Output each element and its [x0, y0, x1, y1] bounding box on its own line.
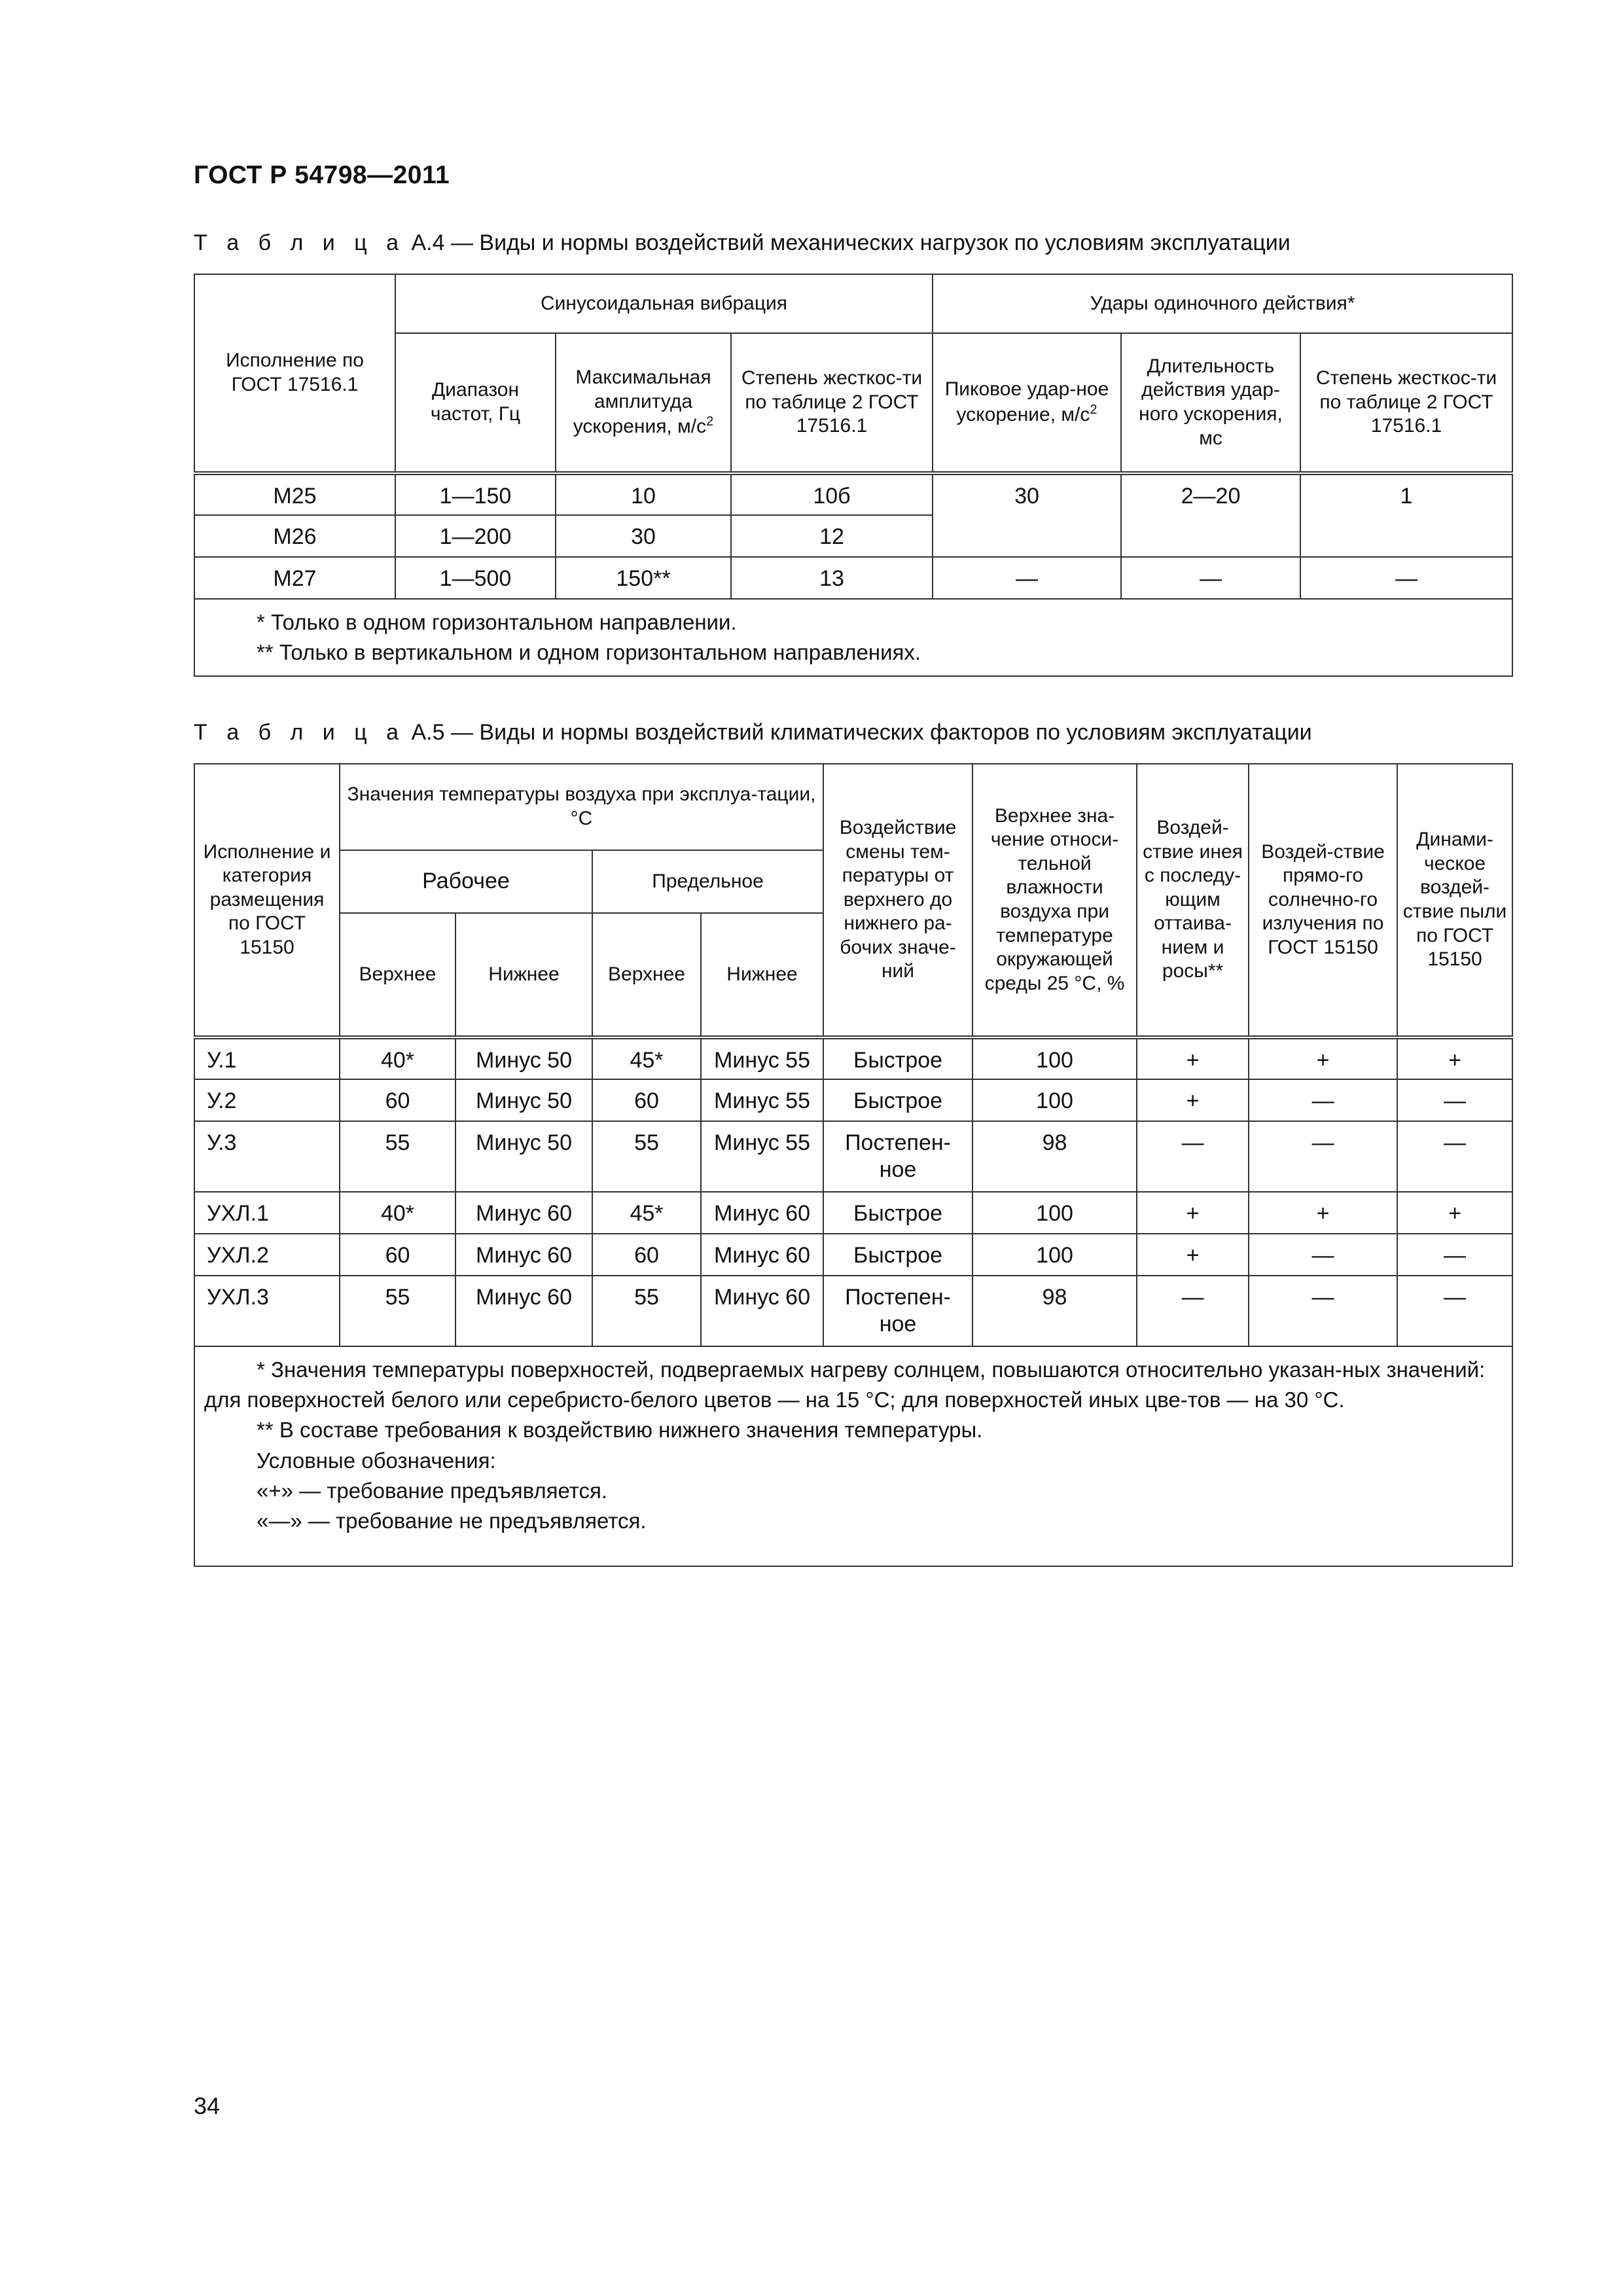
- cell-frequency: 1—200: [395, 515, 556, 557]
- cell-severity: 10б: [731, 473, 933, 515]
- cell-severity: 12: [731, 515, 933, 557]
- page-number: 34: [194, 2092, 221, 2119]
- header-limit: Предельное: [592, 850, 823, 913]
- cell-limit-lower: Минус 55: [701, 1037, 823, 1079]
- cell-dust: +: [1397, 1037, 1512, 1079]
- header-sine-vibration: Синусоидальная вибрация: [395, 274, 933, 333]
- cell-working-lower: Минус 60: [455, 1234, 592, 1276]
- cell-duration-merged: 2—20: [1121, 473, 1300, 557]
- table-row: [194, 1234, 1512, 1276]
- cell-limit-lower: Минус 55: [701, 1121, 823, 1192]
- cell-frost: +: [1137, 1079, 1249, 1121]
- cell-humidity: 100: [972, 1192, 1137, 1234]
- cell-humidity: 100: [972, 1037, 1137, 1079]
- table-row: [194, 1192, 1512, 1234]
- cell-solar: —: [1249, 1234, 1397, 1276]
- table-a4-caption: Т а б л и ц а А.4 — Виды и нормы воздействий механических нагрузок по условиям эксплуатации: [194, 230, 1291, 255]
- cell-dust: —: [1397, 1121, 1512, 1192]
- cell-working-lower: Минус 50: [455, 1037, 592, 1079]
- table-row: [194, 1079, 1512, 1121]
- cell-limit-lower: Минус 60: [701, 1192, 823, 1234]
- cell-humidity: 100: [972, 1234, 1137, 1276]
- table-a5: [194, 763, 1513, 1567]
- table-row: [194, 557, 1512, 599]
- cell-dust: —: [1397, 1234, 1512, 1276]
- cell-working-upper: 60: [340, 1079, 455, 1121]
- header-duration: Длительность действия удар-ного ускорения, мс: [1121, 333, 1300, 473]
- table-a4-notes: [194, 599, 1512, 676]
- header-execution-category: Исполнение и категория размещения по ГОСТ 15150: [194, 764, 340, 1037]
- header-execution: Исполнение по ГОСТ 17516.1: [194, 274, 395, 473]
- note-2: ** В составе требования к воздействию нижнего значения температуры.: [257, 1418, 983, 1443]
- cell-temp-change: Быстрое: [823, 1079, 972, 1121]
- cell-working-lower: Минус 50: [455, 1079, 592, 1121]
- table-row: [194, 473, 1512, 515]
- note-1: * Значения температуры поверхностей, подвергаемых нагреву солнцем, повышаются относительно указан-ных значений: для поверхностей белого или серебристо-белого цветов — на 15 °С; для поверхностей иных цве-тов — на 30 °С.: [204, 1357, 1486, 1412]
- cell-humidity: 98: [972, 1121, 1137, 1192]
- cell-execution: М26: [194, 515, 395, 557]
- cell-temp-change: Постепен-ное: [823, 1276, 972, 1346]
- cell-temp-change: Быстрое: [823, 1037, 972, 1079]
- header-dust: Динами-ческое воздей-ствие пыли по ГОСТ 15150: [1397, 764, 1512, 1037]
- cell-execution: УХЛ.2: [194, 1234, 340, 1276]
- table-row: [194, 1121, 1512, 1192]
- cell-limit-upper: 60: [592, 1234, 701, 1276]
- cell-frost: —: [1137, 1276, 1249, 1346]
- document-code: ГОСТ Р 54798—2011: [194, 161, 450, 189]
- header-max-amplitude: Максимальная амплитуда ускорения, $м/с^2$: [556, 333, 731, 473]
- cell-severity: 13: [731, 557, 933, 599]
- cell-execution: М27: [194, 557, 395, 599]
- cell-working-lower: Минус 50: [455, 1121, 592, 1192]
- legend-title: Условные обозначения:: [257, 1448, 496, 1473]
- cell-solar: +: [1249, 1037, 1397, 1079]
- table-row: [194, 1037, 1512, 1079]
- cell-working-upper: 55: [340, 1121, 455, 1192]
- cell-frequency: 1—500: [395, 557, 556, 599]
- header-lower-limit: Нижнее: [701, 913, 823, 1037]
- note-1: * Только в одном горизонтальном направлении.: [257, 610, 737, 634]
- cell-frost: —: [1137, 1121, 1249, 1192]
- cell-frequency: 1—150: [395, 473, 556, 515]
- header-working: Рабочее: [340, 850, 592, 913]
- note-2: ** Только в вертикальном и одном горизонтальном направлениях.: [257, 640, 921, 665]
- cell-limit-upper: 45*: [592, 1192, 701, 1234]
- cell-severity-shock: —: [1300, 557, 1512, 599]
- header-frequency-range: Диапазон частот, Гц: [395, 333, 556, 473]
- cell-solar: —: [1249, 1276, 1397, 1346]
- cell-limit-upper: 60: [592, 1079, 701, 1121]
- cell-limit-lower: Минус 55: [701, 1079, 823, 1121]
- header-humidity: Верхнее зна-чение относи-тельной влажности воздуха при температуре окружающей среды 25 °С, %: [972, 764, 1137, 1037]
- cell-limit-lower: Минус 60: [701, 1234, 823, 1276]
- cell-frost: +: [1137, 1037, 1249, 1079]
- header-frost: Воздей-ствие инея с последу-ющим оттаива-нием и росы**: [1137, 764, 1249, 1037]
- cell-duration: —: [1121, 557, 1300, 599]
- header-peak-acceleration: Пиковое удар-ное ускорение, $м/с^2$: [933, 333, 1121, 473]
- table-row: [194, 1276, 1512, 1346]
- header-severity-shock: Степень жесткос-ти по таблице 2 ГОСТ 17516.1: [1300, 333, 1512, 473]
- header-temperature: Значения температуры воздуха при эксплуа-тации, °С: [340, 764, 823, 850]
- cell-temp-change: Быстрое: [823, 1192, 972, 1234]
- cell-execution: У.3: [194, 1121, 340, 1192]
- cell-peak: —: [933, 557, 1121, 599]
- cell-frost: +: [1137, 1192, 1249, 1234]
- cell-working-upper: 40*: [340, 1192, 455, 1234]
- header-solar: Воздей-ствие прямо-го солнечно-го излучения по ГОСТ 15150: [1249, 764, 1397, 1037]
- cell-execution: У.2: [194, 1079, 340, 1121]
- cell-peak-merged: 30: [933, 473, 1121, 557]
- cell-severity-shock-merged: 1: [1300, 473, 1512, 557]
- cell-execution: УХЛ.1: [194, 1192, 340, 1234]
- cell-temp-change: Постепен-ное: [823, 1121, 972, 1192]
- cell-dust: —: [1397, 1276, 1512, 1346]
- table-a5-caption: Т а б л и ц а А.5 — Виды и нормы воздействий климатических факторов по условиям эксплуатации: [194, 720, 1312, 745]
- cell-working-lower: Минус 60: [455, 1192, 592, 1234]
- cell-dust: +: [1397, 1192, 1512, 1234]
- header-upper-working: Верхнее: [340, 913, 455, 1037]
- header-severity-sine: Степень жесткос-ти по таблице 2 ГОСТ 17516.1: [731, 333, 933, 473]
- cell-limit-upper: 45*: [592, 1037, 701, 1079]
- table-a4: [194, 274, 1513, 677]
- cell-frost: +: [1137, 1234, 1249, 1276]
- cell-execution: УХЛ.3: [194, 1276, 340, 1346]
- cell-working-upper: 55: [340, 1276, 455, 1346]
- cell-humidity: 98: [972, 1276, 1137, 1346]
- cell-solar: +: [1249, 1192, 1397, 1234]
- cell-temp-change: Быстрое: [823, 1234, 972, 1276]
- legend-dash: «—» — требование не предъявляется.: [257, 1508, 647, 1533]
- cell-limit-upper: 55: [592, 1121, 701, 1192]
- cell-humidity: 100: [972, 1079, 1137, 1121]
- cell-working-upper: 60: [340, 1234, 455, 1276]
- header-shocks: Удары одиночного действия*: [933, 274, 1512, 333]
- table-a5-notes: [194, 1346, 1512, 1566]
- header-temp-change: Воздействие смены тем-пературы от верхнего до нижнего ра-бочих значе-ний: [823, 764, 972, 1037]
- cell-working-upper: 40*: [340, 1037, 455, 1079]
- header-upper-limit: Верхнее: [592, 913, 701, 1037]
- cell-working-lower: Минус 60: [455, 1276, 592, 1346]
- header-lower-working: Нижнее: [455, 913, 592, 1037]
- cell-limit-upper: 55: [592, 1276, 701, 1346]
- cell-execution: У.1: [194, 1037, 340, 1079]
- cell-dust: —: [1397, 1079, 1512, 1121]
- cell-limit-lower: Минус 60: [701, 1276, 823, 1346]
- legend-plus: «+» — требование предъявляется.: [257, 1478, 608, 1503]
- cell-solar: —: [1249, 1121, 1397, 1192]
- cell-amplitude: 30: [556, 515, 731, 557]
- cell-amplitude: 10: [556, 473, 731, 515]
- cell-execution: М25: [194, 473, 395, 515]
- cell-solar: —: [1249, 1079, 1397, 1121]
- cell-amplitude: 150**: [556, 557, 731, 599]
